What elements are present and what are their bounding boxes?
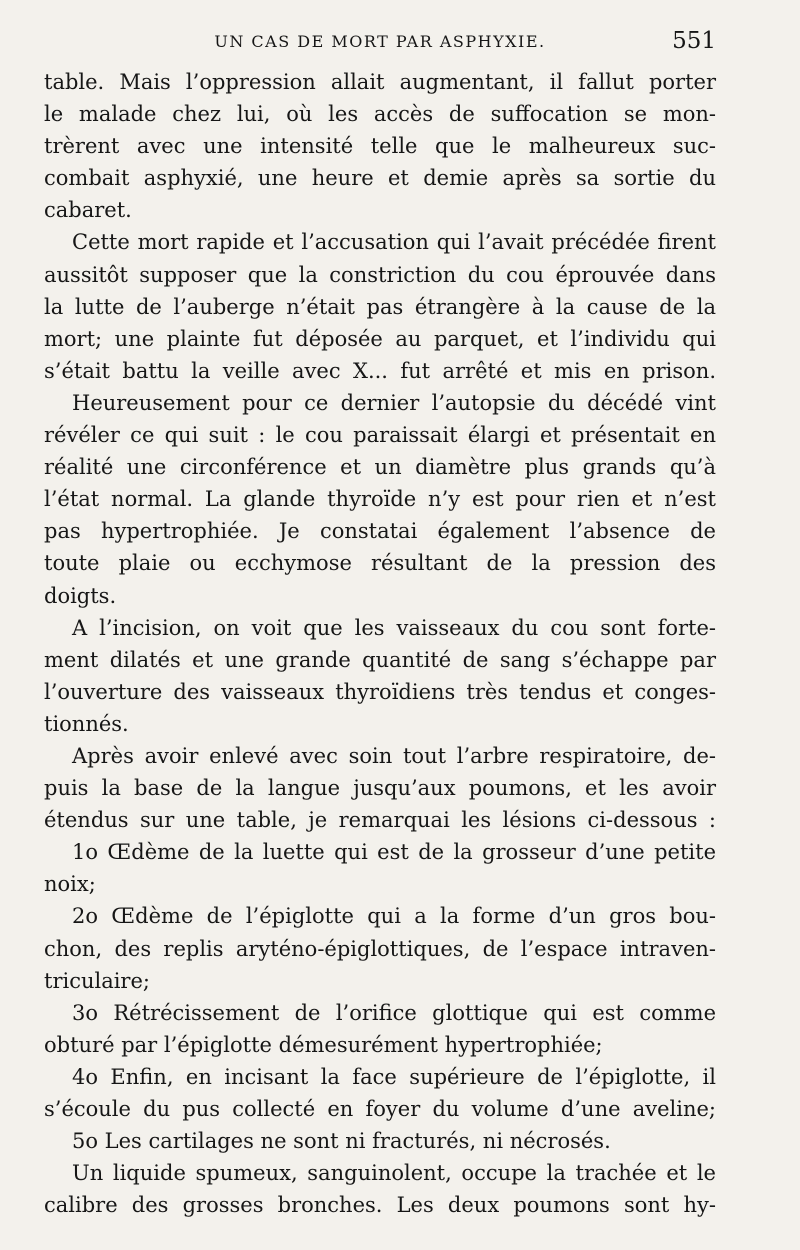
text-line: aussitôt supposer que la constriction du cou éprouvée dans <box>44 262 716 287</box>
text-line: puis la base de la langue jusqu’aux poumons, et les avoir <box>44 776 716 801</box>
page-number: 551 <box>672 28 716 54</box>
text-line: Heureusement pour ce dernier l’autopsie du décédé vint <box>72 390 716 415</box>
text-line: calibre des grosses bronches. Les deux poumons sont hy- <box>44 1193 716 1218</box>
text-line: obturé par l’épiglotte démesurément hypertrophiée; <box>44 1032 603 1057</box>
text-line: chon, des replis aryténo-épiglottiques, de l’espace intraven- <box>44 936 716 961</box>
text-line: étendus sur une table, je remarquai les lésions ci-dessous : <box>44 808 716 833</box>
text-line: 2o Œdème de l’épiglotte qui a la forme d’un gros bou- <box>72 904 716 929</box>
running-title: UN CAS DE MORT PAR ASPHYXIE. <box>214 32 546 51</box>
text-line: s’écoule du pus collecté en foyer du volume d’une aveline; <box>44 1097 716 1121</box>
text-line: 1o Œdème de la luette qui est de la grosseur d’une petite <box>72 840 716 865</box>
text-line: s’était battu la veille avec X... fut arrêté et mis en prison. <box>44 358 716 383</box>
text-line: mort; une plainte fut déposée au parquet, et l’individu qui <box>44 326 716 351</box>
text-line: pas hypertrophiée. Je constatai également l’absence de <box>44 519 716 544</box>
text-line: l’ouverture des vaisseaux thyroïdiens très tendus et conges- <box>44 679 716 704</box>
text-line: triculaire; <box>44 968 150 993</box>
text-line: la lutte de l’auberge n’était pas étrangère à la cause de la <box>44 294 716 319</box>
text-line: Après avoir enlevé avec soin tout l’arbre respiratoire, de- <box>72 743 716 768</box>
text-line: l’état normal. La glande thyroïde n’y est pour rien et n’est <box>44 487 716 512</box>
text-line: toute plaie ou ecchymose résultant de la pression des <box>44 551 716 576</box>
text-line: le malade chez lui, où les accès de suffocation se mon- <box>44 102 716 127</box>
text-line: combait asphyxié, une heure et demie après sa sortie du <box>44 166 716 191</box>
text-line: A l’incision, on voit que les vaisseaux du cou sont forte- <box>72 615 716 640</box>
text-line: Un liquide spumeux, sanguinolent, occupe la trachée et le <box>72 1161 716 1186</box>
text-line: ment dilatés et une grande quantité de sang s’échappe par <box>44 647 716 672</box>
text-line: 4o Enfin, en incisant la face supérieure de l’épiglotte, il <box>72 1064 716 1089</box>
text-line: noix; <box>44 872 96 897</box>
text-line: doigts. <box>44 583 117 608</box>
text-line: trèrent avec une intensité telle que le malheureux suc- <box>44 134 716 159</box>
body-text <box>44 66 716 1221</box>
text-line: réalité une circonférence et un diamètre plus grands qu’à <box>44 455 716 480</box>
text-line: révéler ce qui suit : le cou paraissait élargi et présentait en <box>44 423 716 448</box>
text-line: cabaret. <box>44 198 132 223</box>
text-line: 5o Les cartilages ne sont ni fracturés, ni nécrosés. <box>72 1129 611 1154</box>
page-header <box>44 28 716 58</box>
text-line: table. Mais l’oppression allait augmentant, il fallut porter <box>44 70 716 94</box>
text-line: tionnés. <box>44 711 129 736</box>
text-line: 3o Rétrécissement de l’orifice glottique qui est comme <box>72 1000 716 1025</box>
text-line: Cette mort rapide et l’accusation qui l’avait précédée firent <box>72 230 716 255</box>
